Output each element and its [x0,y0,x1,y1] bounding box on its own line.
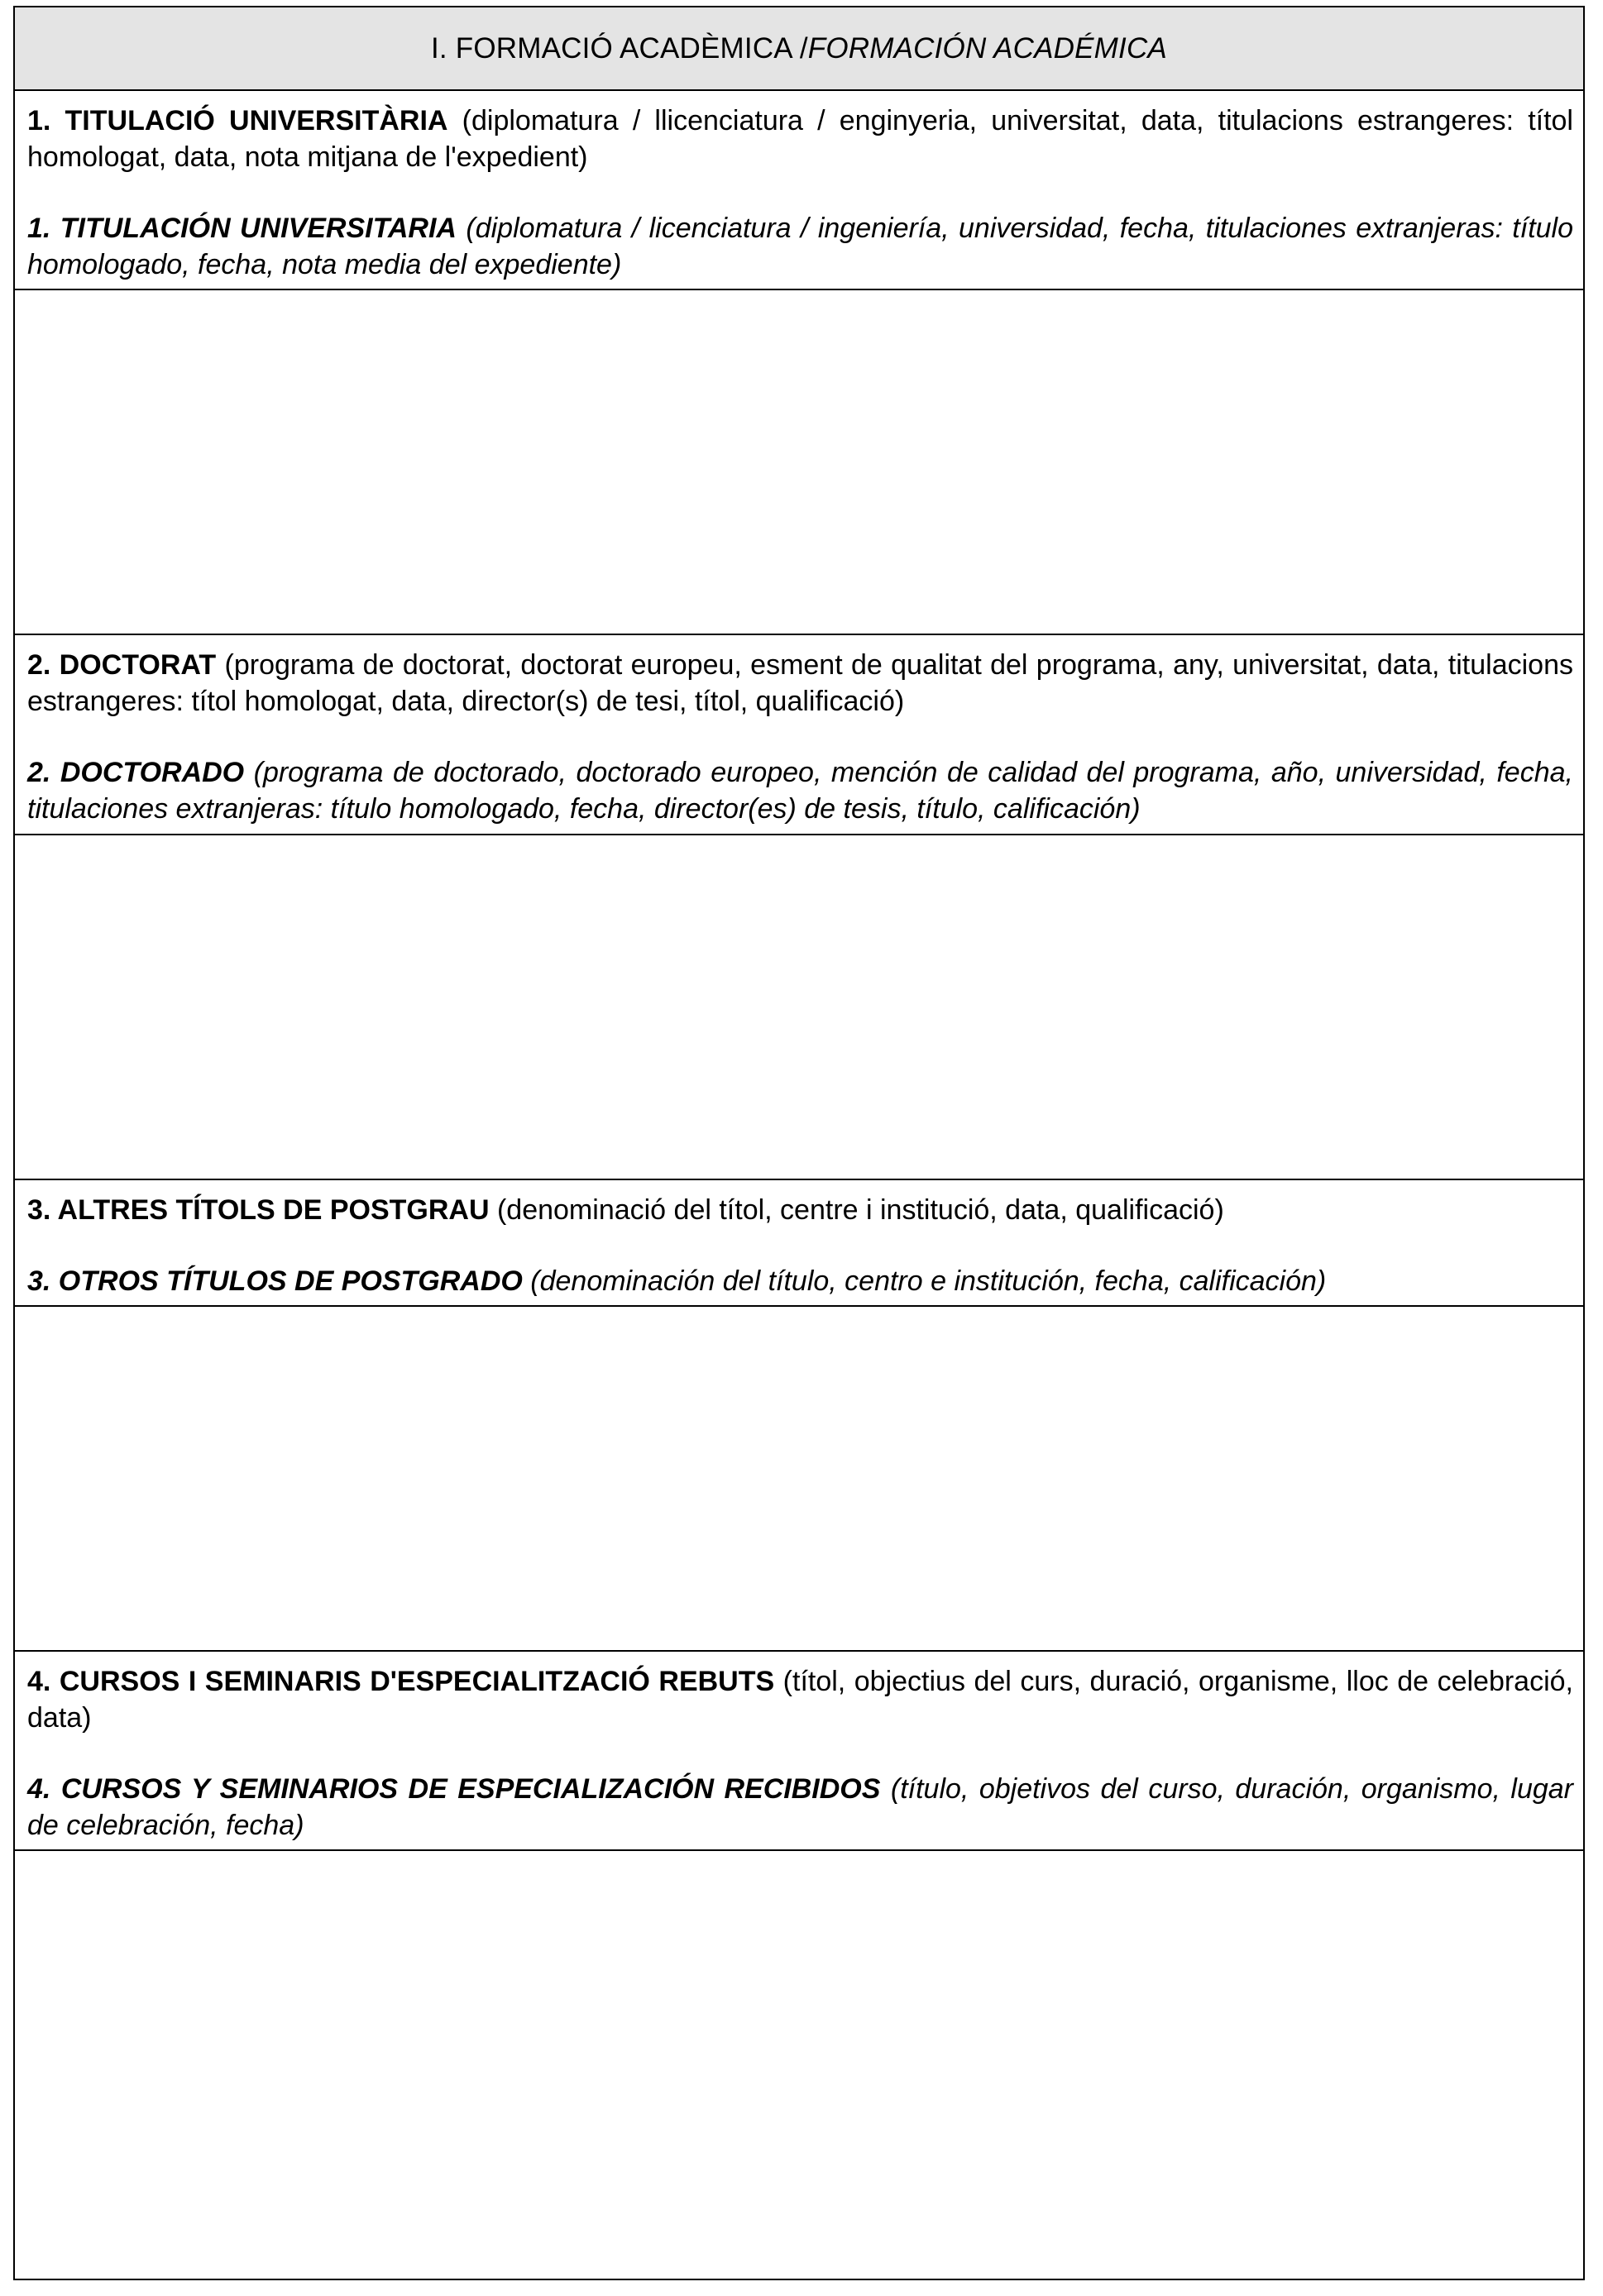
section-doctorate-header [15,634,1583,835]
section-es-text: 1. TITULACIÓN UNIVERSITARIA (diplomatura / licenciatura / ingeniería, universidad, fecha, titulaciones extranjeras: título homologado, fecha, nota media del expediente) [27,213,1574,280]
section-ca-text: 2. DOCTORAT (programa de doctorat, doctorat europeu, esment de qualitat del programa, any, universitat, data, titulacions estrangeres: títol homologat, data, director(s) de tesi, títol, qualificació) [27,649,1573,717]
academic-training-form [13,6,1585,2280]
section-ca-text: 3. ALTRES TÍTOLS DE POSTGRAU (denominació del títol, centre i institució, data, qualificació) [27,1194,1224,1226]
section-ca-text: 1. TITULACIÓ UNIVERSITÀRIA (diplomatura / llicenciatura / enginyeria, universitat, data, titulacions estrangeres: títol homologat, data, nota mitjana de l'expedient) [27,105,1573,173]
section-es-text: 3. OTROS TÍTULOS DE POSTGRADO (denominación del título, centro e institución, fecha, calificación) [27,1265,1327,1297]
section-ca-text: 4. CURSOS I SEMINARIS D'ESPECIALITZACIÓ REBUTS (títol, objectius del curs, duració, organisme, lloc de celebració, data) [27,1666,1573,1734]
postgraduate-entry-area[interactable] [15,1307,1583,1652]
form-title [15,7,1583,91]
courses-entry-area[interactable] [15,1851,1583,2279]
section-university-degree-header [15,89,1583,290]
section-es-text: 4. CURSOS Y SEMINARIOS DE ESPECIALIZACIÓN RECIBIDOS (título, objetivos del curso, duración, organismo, lugar de celebración, fecha) [27,1773,1573,1841]
university-degree-entry-area[interactable] [15,290,1583,635]
form-title-ca: I. FORMACIÓ ACADÈMICA / [431,31,808,65]
section-es-text: 2. DOCTORADO (programa de doctorado, doctorado europeo, mención de calidad del programa, año, universidad, fecha, titulaciones extranjeras: título homologado, fecha, director(es) de tesis, título, calificación) [27,757,1573,825]
form-title-es: FORMACIÓN ACADÉMICA [807,31,1167,65]
doctorate-entry-area[interactable] [15,835,1583,1180]
section-courses-header [15,1650,1583,1851]
section-postgraduate-header [15,1179,1583,1307]
